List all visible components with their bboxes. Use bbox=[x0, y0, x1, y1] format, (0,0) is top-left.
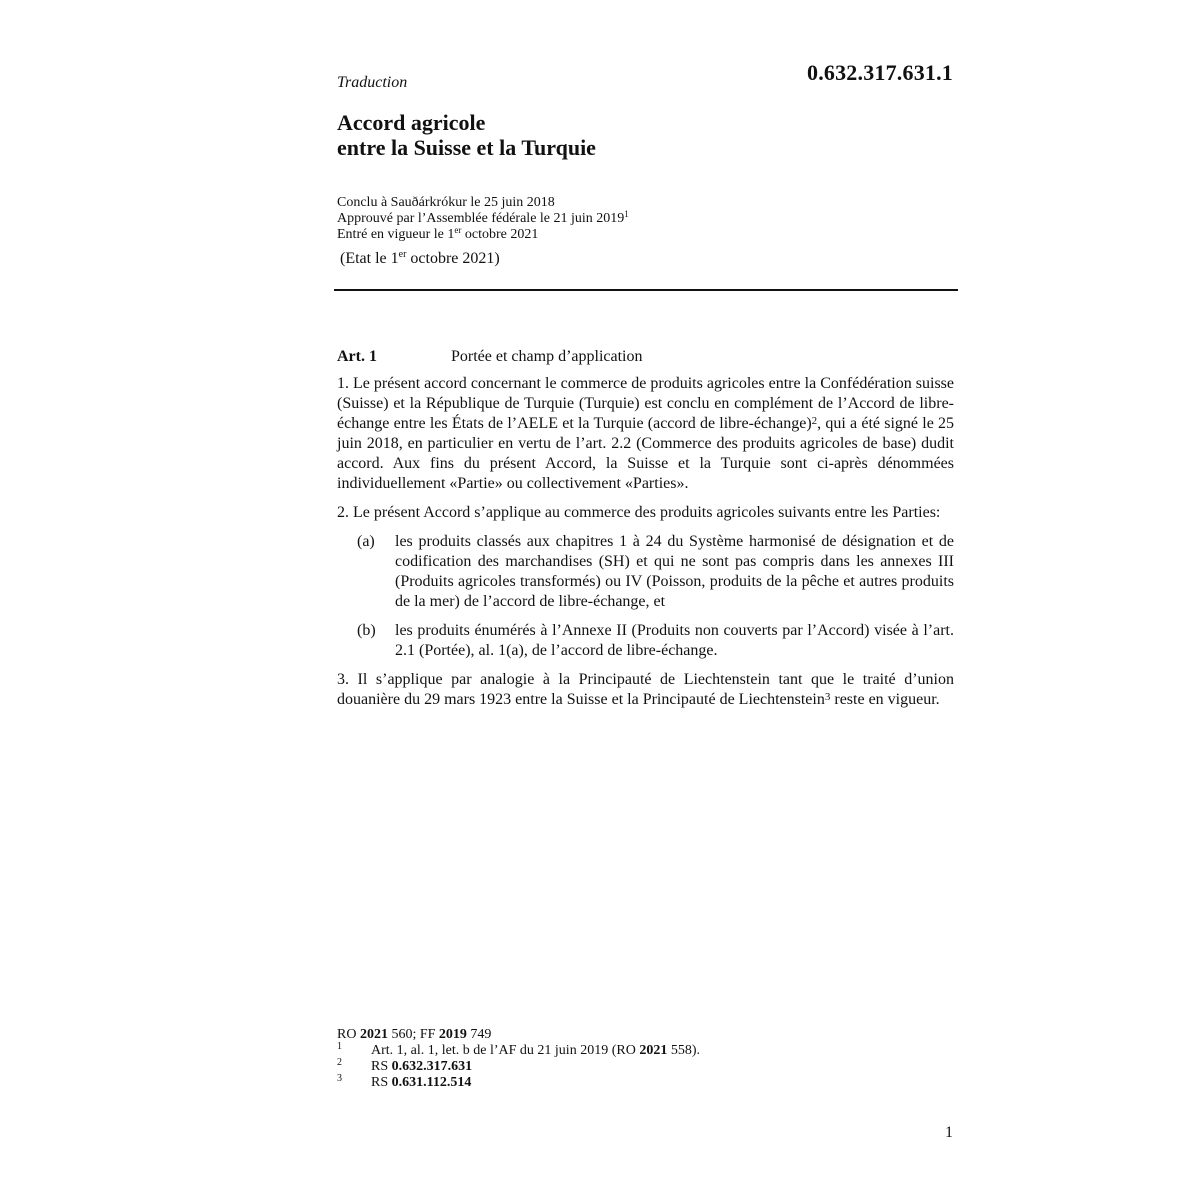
footnote-1-page: 558). bbox=[667, 1043, 700, 1058]
footnote-2-prefix: RS bbox=[371, 1059, 392, 1074]
source-reference bbox=[337, 1027, 700, 1043]
concluded-date: Conclu à Sauðárkrókur le 25 juin 2018 bbox=[337, 195, 555, 210]
status-date bbox=[340, 250, 500, 268]
footnote-1-year: 2021 bbox=[639, 1043, 668, 1058]
footnote-number: 3 bbox=[337, 1073, 342, 1084]
entry-prefix: Entré en vigueur le 1 bbox=[337, 227, 455, 242]
document-metadata bbox=[337, 195, 629, 243]
header-divider bbox=[334, 289, 958, 291]
translation-label: Traduction bbox=[337, 74, 408, 91]
footnote-ref-2[interactable]: 2 bbox=[811, 415, 818, 427]
article-number: Art. 1 bbox=[337, 348, 377, 365]
status-prefix: (Etat le 1 bbox=[340, 250, 399, 267]
footnote-2-link[interactable]: 0.632.317.631 bbox=[391, 1059, 473, 1074]
list-item-text: les produits énumérés à l’Annexe II (Produits non couverts par l’Accord) visée à l’art. 2.1 (Portée), al. 1(a), de l’accord de libre-échange. bbox=[395, 622, 954, 659]
footnote-ref-3[interactable]: 3 bbox=[824, 691, 831, 703]
footnotes bbox=[337, 1027, 700, 1091]
footnote-number: 1 bbox=[337, 1041, 342, 1052]
footnote-2 bbox=[337, 1059, 700, 1075]
source-ff-year: 2019 bbox=[438, 1027, 467, 1042]
source-ro-label: RO bbox=[337, 1027, 360, 1042]
paragraph-3-text-a: 3. Il s’applique par analogie à la Principauté de Liechtenstein tant que le traité d’union douanière du 29 mars 1923 entre la Suisse et la Principauté de Liechtenstein bbox=[337, 671, 954, 708]
title-line-1: Accord agricole bbox=[337, 110, 486, 135]
footnote-1 bbox=[337, 1043, 700, 1059]
status-superscript: er bbox=[398, 249, 407, 260]
footnote-3-prefix: RS bbox=[371, 1075, 392, 1090]
source-ro-page: 560; FF bbox=[387, 1027, 439, 1042]
paragraph-1-text-b: , qui a été signé le 25 juin 2018, en particulier en vertu de l’art. 2.2 (Commerce des produits agricoles de base) dudit accord. Aux fins du présent Accord, la Suisse et la Turquie sont ci-après dénommées individuellement «Partie» ou collectivement «Parties». bbox=[337, 415, 955, 492]
paragraph-3 bbox=[337, 670, 954, 710]
article-body bbox=[337, 374, 954, 719]
list-item-text: les produits classés aux chapitres 1 à 24 du Système harmonisé de désignation et de codification des marchandises (SH) et qui ne sont pas compris dans les annexes III (Produits agricoles transformés) ou IV (Poisson, produits de la pêche et autres produits de la mer) de l’accord de libre-échange, et bbox=[395, 533, 954, 610]
list-item-b bbox=[337, 621, 954, 661]
entry-suffix: octobre 2021 bbox=[461, 227, 539, 242]
article-heading bbox=[337, 348, 642, 366]
footnote-3 bbox=[337, 1075, 700, 1091]
document-number: 0.632.317.631.1 bbox=[807, 60, 953, 85]
entry-superscript: er bbox=[454, 225, 462, 235]
paragraph-1-text-a: 1. Le présent accord concernant le commerce de produits agricoles entre la Confédération suisse (Suisse) et la République de Turquie (Turquie) est conclu en complément de l’Accord de libre-échange entre les États de l’AELE et la Turquie (accord de libre-échange) bbox=[337, 375, 954, 432]
footnote-number: 2 bbox=[337, 1057, 342, 1068]
article-title: Portée et champ d’application bbox=[451, 348, 643, 365]
footnote-1-text: Art. 1, al. 1, let. b de l’AF du 21 juin 2019 (RO bbox=[371, 1043, 640, 1058]
paragraph-1 bbox=[337, 374, 954, 494]
entry-into-force bbox=[337, 227, 629, 243]
page-number: 1 bbox=[945, 1124, 953, 1141]
approved-date bbox=[337, 211, 629, 227]
list-item-a bbox=[337, 532, 954, 612]
paragraph-3-text-b: reste en vigueur. bbox=[830, 691, 940, 708]
footnote-ref-1[interactable]: 1 bbox=[624, 209, 629, 219]
status-suffix: octobre 2021) bbox=[406, 250, 500, 267]
title-line-2: entre la Suisse et la Turquie bbox=[337, 135, 596, 160]
source-ro-year: 2021 bbox=[359, 1027, 388, 1042]
list-item-label: (a) bbox=[357, 533, 375, 550]
paragraph-2: 2. Le présent Accord s’applique au commerce des produits agricoles suivants entre les Parties: bbox=[337, 504, 941, 521]
list-item-label: (b) bbox=[357, 622, 376, 639]
document-title bbox=[337, 110, 596, 160]
approved-text: Approuvé par l’Assemblée fédérale le 21 juin 2019 bbox=[337, 211, 625, 226]
footnote-3-link[interactable]: 0.631.112.514 bbox=[391, 1075, 472, 1090]
source-ff-page: 749 bbox=[466, 1027, 492, 1042]
